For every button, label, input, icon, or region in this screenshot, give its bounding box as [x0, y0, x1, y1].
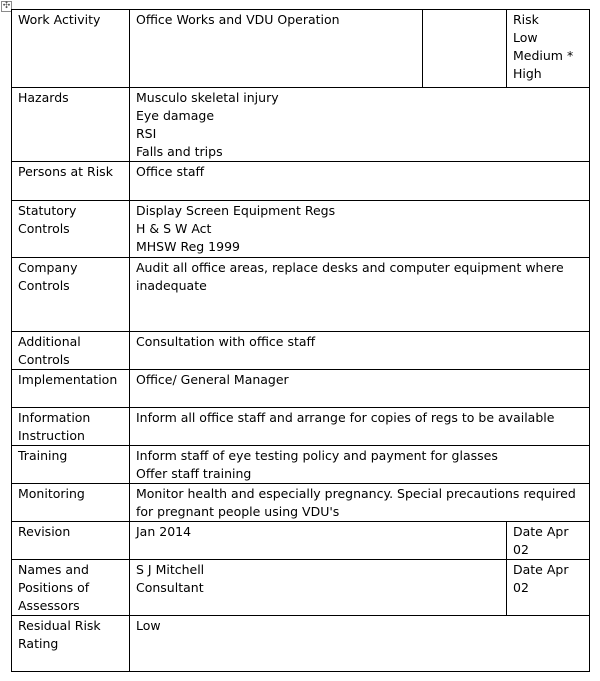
statutory-item: Display Screen Equipment Regs: [136, 203, 336, 218]
statutory-item: MHSW Reg 1999: [136, 239, 240, 254]
risk-level-high: High: [513, 66, 542, 81]
risk-label: Risk: [513, 12, 539, 27]
risk-level-medium: Medium *: [513, 48, 574, 63]
work-activity-label: Work Activity: [12, 10, 130, 88]
table-move-handle-icon[interactable]: ✣: [2, 1, 11, 11]
table-row: [12, 162, 590, 201]
risk-level-low: Low: [513, 30, 538, 45]
training-list: [130, 446, 590, 484]
monitoring-value: Monitor health and especially pregnancy. Special precautions required for pregnant people using VDU's: [130, 484, 590, 522]
hazard-item: Musculo skeletal injury: [136, 90, 279, 105]
empty-cell: [423, 10, 507, 88]
table-row: [12, 446, 590, 484]
hazards-label: Hazards: [12, 88, 130, 162]
risk-assessment-table: [11, 9, 590, 672]
table-row: [12, 560, 590, 616]
table-row: [12, 201, 590, 258]
training-item: Offer staff training: [136, 466, 252, 481]
implementation-value: Office/ General Manager: [130, 370, 590, 408]
assessors-date: Date Apr 02: [507, 560, 590, 616]
table-row: [12, 332, 590, 370]
additional-controls-value: Consultation with office staff: [130, 332, 590, 370]
persons-at-risk-value: Office staff: [130, 162, 590, 201]
work-activity-value: Office Works and VDU Operation: [130, 10, 423, 88]
hazards-list: [130, 88, 590, 162]
hazard-item: Falls and trips: [136, 144, 223, 159]
assessor-position: Consultant: [136, 580, 204, 595]
persons-at-risk-label: Persons at Risk: [12, 162, 130, 201]
table-row: [12, 258, 590, 332]
revision-value: Jan 2014: [130, 522, 507, 560]
implementation-label: Implementation: [12, 370, 130, 408]
table-row: [12, 88, 590, 162]
table-row: [12, 10, 590, 88]
assessors-label: Names and Positions of Assessors: [12, 560, 130, 616]
hazard-item: RSI: [136, 126, 157, 141]
monitoring-label: Monitoring: [12, 484, 130, 522]
training-label: Training: [12, 446, 130, 484]
hazard-item: Eye damage: [136, 108, 215, 123]
company-controls-value: Audit all office areas, replace desks and computer equipment where inadequate: [130, 258, 590, 332]
revision-label: Revision: [12, 522, 130, 560]
information-instruction-label: Information Instruction: [12, 408, 130, 446]
risk-level-cell: [507, 10, 590, 88]
additional-controls-label: Additional Controls: [12, 332, 130, 370]
statutory-controls-label: Statutory Controls: [12, 201, 130, 258]
table-row: [12, 484, 590, 522]
table-row: [12, 408, 590, 446]
assessor-name: S J Mitchell: [136, 562, 205, 577]
residual-risk-label: Residual Risk Rating: [12, 616, 130, 672]
table-row: [12, 370, 590, 408]
training-item: Inform staff of eye testing policy and payment for glasses: [136, 448, 498, 463]
table-row: [12, 522, 590, 560]
information-instruction-value: Inform all office staff and arrange for copies of regs to be available: [130, 408, 590, 446]
assessors-list: [130, 560, 507, 616]
company-controls-label: Company Controls: [12, 258, 130, 332]
statutory-item: H & S W Act: [136, 221, 212, 236]
statutory-controls-list: [130, 201, 590, 258]
table-row: [12, 616, 590, 672]
residual-risk-value: Low: [130, 616, 590, 672]
revision-date: Date Apr 02: [507, 522, 590, 560]
